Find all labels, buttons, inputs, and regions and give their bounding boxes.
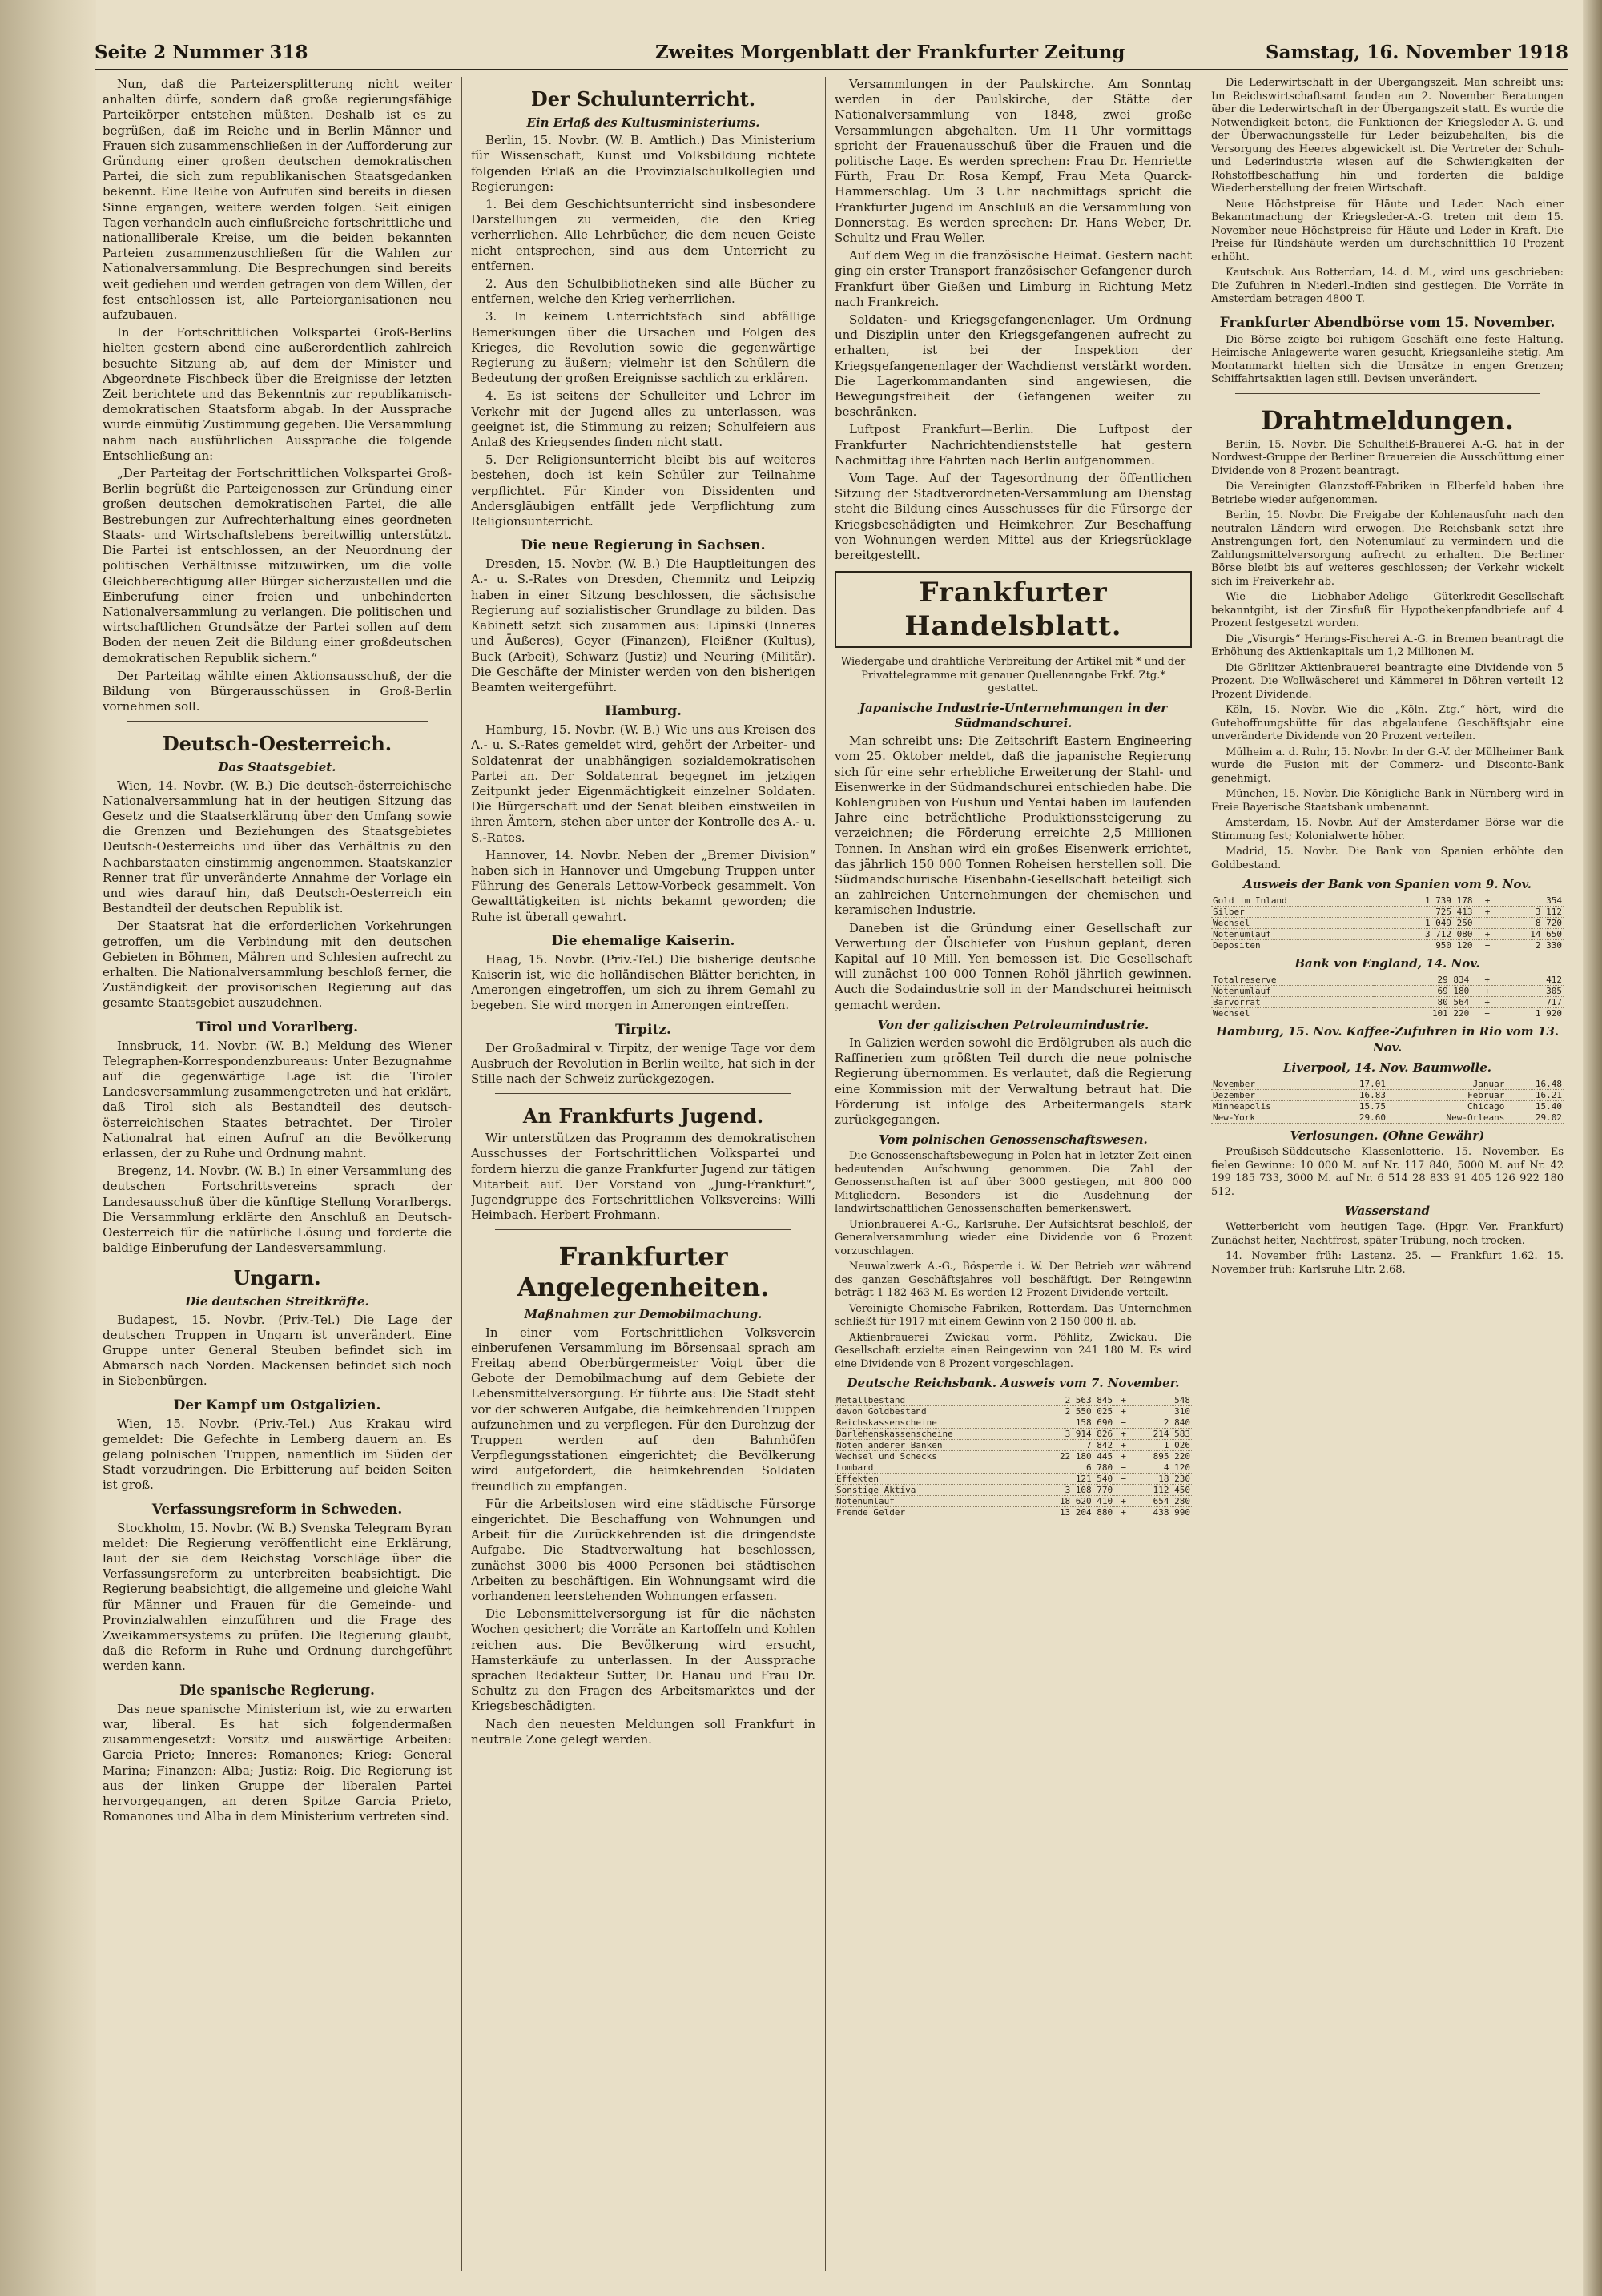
article-paragraph: Hannover, 14. Novbr. Neben der „Bremer Division“ haben sich in Hannover und Umgebung Truppen unter Führung des Generals Lettow-Vorbeck gesammelt. Von Gewalttätigkeiten ist nichts bekannt geworden; die Ruhe ist überall gewahrt. [471,847,815,924]
table-cell: Noten anderer Banken [835,1439,1025,1450]
article-paragraph: Luftpost Frankfurt—Berlin. Die Luftpost der Frankfurter Nachrichtendienststelle hat gestern Nachmittag ihre Fahrten nach Berlin aufgenommen. [835,422,1192,468]
table-cell: + [1475,929,1492,940]
table-cell: 305 [1491,986,1564,997]
table-row [1211,940,1564,951]
article-paragraph: Soldaten- und Kriegsgefangenenlager. Um Ordnung und Disziplin unter den Kriegsgefangenen aufrecht zu erhalten, ist bei der Inspektion der Kriegsgefangenenlager der Wachdienst verstärkt worden. Die Lagerkommandanten sind angewiesen, die Bewegungsfreiheit der Gefangenen weiter zu beschränken. [835,312,1192,420]
article-paragraph: Berlin, 15. Novbr. (W. B. Amtlich.) Das Ministerium für Wissenschaft, Kunst und Volksbildung richtete folgenden Erlaß an die Provinzialschulkollegien und Regierungen: [471,133,815,194]
table-cell: Chicago [1387,1101,1506,1112]
table-cell: + [1475,907,1492,918]
table-cell: 354 [1491,895,1564,907]
table-cell: 3 112 [1491,907,1564,918]
article-paragraph: Preußisch-Süddeutsche Klassenlotterie. 15. November. Es fielen Gewinne: 10 000 M. auf Nr. 117 840, 5000 M. auf Nr. 42 199 185 733, 3000 M. auf Nr. 6 514 28 833 91 405 126 922 180 512. [1211,1146,1564,1198]
table-row [1211,986,1564,997]
article-paragraph: In Galizien werden sowohl die Erdölgruben als auch die Raffinerien zum größten Teil durch die neue polnische Regierung übernommen. Es verlautet, daß die Regierung eine Kommission mit der Verwaltung betraut hat. Die Förderung ist infolge des Arbeitermangels stark zurückgegangen. [835,1035,1192,1128]
col1-tirol [103,1039,452,1257]
table-cell: − [1475,918,1492,929]
table-cell: Silber [1211,907,1370,918]
table-cell: 121 540 [1025,1473,1115,1484]
table-row [835,1484,1192,1495]
table-cell: Effekten [835,1473,1025,1484]
table-cell: New-York [1211,1112,1330,1124]
table-cell: 1 920 [1491,1008,1564,1019]
table-row [835,1495,1192,1506]
article-paragraph: In der Fortschrittlichen Volkspartei Groß-Berlins hielten gestern abend eine außerordentlich zahlreich besuchte Sitzung ab, auf dem der Minister und Abgeordnete Fischbeck über die Ereignisse der letzten Zeit berichtete und das Bekenntnis zur republikanisch-demokratischen Staatsform abgab. In der Aussprache wurde einmütig Zustimmung gegeben. Die Versammlung nahm nach ausführlichen Aussprache die folgende Entschließung an: [103,325,452,463]
table-row [1211,895,1564,907]
article-paragraph: Köln, 15. Novbr. Wie die „Köln. Ztg.“ hört, wird die Gutehoffnungshütte für das abgelaufene Geschäftsjahr eine unveränderte Dividende von 20 Prozent verteilen. [1211,704,1564,742]
subheading-demobilmachung: Maßnahmen zur Demobilmachung. [524,1307,763,1322]
table-cell: Gold im Inland [1211,895,1370,907]
table-cell: + [1114,1506,1128,1518]
article-paragraph: Aktienbrauerei Zwickau vorm. Pöhlitz, Zwickau. Die Gesellschaft erzielte einen Reingewinn von 241 180 M. Es wird eine Dividende von 8 Prozent vorgeschlagen. [835,1331,1192,1370]
table-row [835,1439,1192,1450]
table-cell: 1 026 [1128,1439,1192,1450]
article-paragraph: Hamburg, 15. Novbr. (W. B.) Wie uns aus Kreisen des A.- u. S.-Rates gemeldet wird, gehört der Arbeiter- und Soldatenrat der unabhängigen sozialdemokratischen Partei an. Der Soldatenrat begegnet im jetzigen Zeitpunkt jeder Eigenmächtigkeit einzelner Soldaten. Die Bürgerschaft und der Senat bleiben einstweilen in ihren Ämtern, stehen aber unter der Kontrolle des A.- u. S.-Rates. [471,722,815,845]
table-cell: 310 [1128,1405,1192,1417]
table-cell: + [1114,1428,1128,1439]
heading-jugend: An Frankfurts Jugend. [522,1104,764,1128]
table-cell: − [1114,1484,1128,1495]
table-cell: 15.40 [1506,1101,1564,1112]
table-cell: − [1114,1417,1128,1428]
table-cell: 654 280 [1128,1495,1192,1506]
article-paragraph: Nun, daß die Parteizersplitterung nicht weiter anhalten dürfe, sondern daß große regierungsfähige Parteikörper entstehen müßten. Deshalb ist es zu begrüßen, daß im Reiche und in Berlin Männer und Frauen sich zusammenschließen in der Aufforderung zur Gründung einer großen deutschen demokratischen Partei, die sich zum republikanischen Staatsgedanken bekennt. Eine Reihe von Aufrufen sind bereits in diesen Sinne ergangen, weitere werden folgen. Seit einigen Tagen verhandeln auch einflußreiche fortschrittliche und nationalliberale Kreise, um die beiden bekannten Parteien zusammenzuschließen für die Wahlen zur Nationalversammlung. Die Besprechungen sind bereits weit gediehen und werden getragen von dem Willen, der fest entschlossen ist, alle Parteiorganisationen neu aufzubauen. [103,77,452,323]
bank-england-table [1211,975,1564,1019]
article-paragraph: Wien, 15. Novbr. (Priv.-Tel.) Aus Krakau wird gemeldet: Die Gefechte in Lemberg dauern an. Es gelang polnischen Truppen, namentlich im Süden der Stadt vorzudringen. Die Erbitterung auf beiden Seiten ist groß. [103,1416,452,1493]
table-cell: davon Goldbestand [835,1405,1025,1417]
heading-hamburg: Hamburg. [604,703,682,720]
subheading-streitkraefte: Die deutschen Streitkräfte. [185,1294,369,1309]
article-paragraph: 1. Bei dem Geschichtsunterricht sind insbesondere Darstellungen zu vermeiden, die den Krieg verherrlichen. Alle Lehrbücher, die dem neuen Geiste nicht entsprechen, sind aus dem Unterricht zu entfernen. [471,197,815,273]
table-cell: New-Orleans [1387,1112,1506,1124]
table-cell: + [1114,1405,1128,1417]
table-cell: 717 [1491,997,1564,1008]
table-cell: 2 330 [1491,940,1564,951]
article-paragraph: Der Großadmiral v. Tirpitz, der wenige Tage vor dem Ausbruch der Revolution in Berlin weilte, hat sich in der Stille nach der Schweiz zurückgezogen. [471,1040,815,1086]
heading-liverpool: Liverpool, 14. Nov. Baumwolle. [1283,1060,1491,1075]
article-paragraph: Wie die Liebhaber-Adelige Güterkredit-Gesellschaft bekanntgibt, ist der Zinsfuß für Hypothekenpfandbriefe auf 4 Prozent festgesetzt worden. [1211,591,1564,629]
table-cell: 112 450 [1128,1484,1192,1495]
page-edge [1583,0,1602,2296]
table-cell: 2 550 025 [1025,1405,1115,1417]
article-paragraph: 5. Der Religionsunterricht bleibt bis auf weiteres bestehen, doch ist kein Schüler zur Teilnahme verpflichtet. Für Kinder von Dissidenten und Andersgläubigen entfällt jede Verpflichtung zum Religionsunterricht. [471,452,815,529]
heading-kaiserin: Die ehemalige Kaiserin. [551,932,735,949]
col4-lottery [1211,1146,1564,1199]
col2-youth [471,1131,815,1223]
table-cell: Minneapolis [1211,1101,1330,1112]
heading-verlosungen: Verlosungen. (Ohne Gewähr) [1290,1128,1485,1144]
table-cell: 17.01 [1330,1079,1387,1090]
subheading-staatsgebiet: Das Staatsgebiet. [218,760,336,775]
article-paragraph: Daneben ist die Gründung einer Gesellschaft zur Verwertung der Ölschiefer von Fushun geplant, deren Kapital auf 10 Mill. Yen bemessen ist. Die Gesellschaft will zunächst 100 000 Tonnen Rohöl jährlich gewinnen. Auch die Sodaindustrie soll in der Mandschurei heimisch gemacht werden. [835,920,1192,1012]
article-paragraph: Die Genossenschaftsbewegung in Polen hat in letzter Zeit einen bedeutenden Aufschwung genommen. Die Zahl der Genossenschaften ist auf über 3000 gestiegen, mit 800 000 Mitgliedern. Besonders ist die Ausdehnung der landwirtschaftlichen Genossenschaften bemerkenswert. [835,1150,1192,1216]
heading-schweden: Verfassungsreform in Schweden. [151,1501,403,1518]
article-paragraph: Unionbrauerei A.-G., Karlsruhe. Der Aufsichtsrat beschloß, der Generalversammlung wieder eine Dividende von 6 Prozent vorzuschlagen. [835,1218,1192,1257]
table-cell: 16.48 [1506,1079,1564,1090]
masthead [95,42,1568,70]
table-row [835,1428,1192,1439]
table-cell: November [1211,1079,1330,1090]
table-cell: Totalreserve [1211,975,1373,986]
table-cell: Sonstige Aktiva [835,1484,1025,1495]
issue-date: Samstag, 16. November 1918 [1266,42,1568,63]
table-cell: − [1475,940,1492,951]
article-paragraph: Für die Arbeitslosen wird eine städtische Fürsorge eingerichtet. Die Beschaffung von Wohnungen und Arbeit für die Zurückkehrenden ist die dringendste Aufgabe. Die Stadtverwaltung hat beschlossen, zunächst 3000 bis 4000 Personen bei städtischen Arbeiten zu beschäftigen. Ein Wohnungsamt wird die vorhandenen leerstehenden Wohnungen erfassen. [471,1496,815,1604]
table-cell: 3 914 826 [1025,1428,1115,1439]
table-cell: Wechsel und Schecks [835,1450,1025,1462]
col2-saxony [471,557,815,695]
article-paragraph: Innsbruck, 14. Novbr. (W. B.) Meldung des Wiener Telegraphen-Korrespondenzbureaus: Unter Bezugnahme auf die gegenwärtige Lage ist die Tiroler Landesversammlung zusammengetreten und hat erklärt, daß Tirol sich als Bestandteil des deutsch-österreichischen Staates betrachtet. Der Tiroler Nationalrat hat einen Aufruf an die Bevölkerung erlassen, der zu Ruhe und Ordnung mahnt. [103,1038,452,1160]
table-cell: 69 180 [1373,986,1471,997]
article-paragraph: 4. Es ist seitens der Schulleiter und Lehrer im Verkehr mit der Jugend alles zu unterlassen, was geeignet ist, die Stimmung zu reizen; Schulfeiern aus Anlaß des Kriegsendes finden nicht statt. [471,388,815,450]
column-rule [461,77,462,2271]
article-paragraph: Versammlungen in der Paulskirche. Am Sonntag werden in der Paulskirche, der Stätte der Nationalversammlung von 1848, zwei große Versammlungen abgehalten. Um 11 Uhr vormittags spricht der Frauenausschuß über die Frauen und die politische Lage. Es werden sprechen: Frau Dr. Henriette Fürth, Frau Dr. Rosa Kempf, Frau Meta Quarck-Hammerschlag. Um 3 Uhr nachmittags spricht die Frankfurter Jugend im Anschluß an die Versammlung von Donnerstag. Es werden sprechen: Dr. Hans Weber, Dr. Schultz und Frau Weller. [835,77,1192,246]
article-paragraph: Die Görlitzer Aktienbrauerei beantragte eine Dividende von 5 Prozent. Die Wollwäscherei und Kämmerei in Döhren verteilt 12 Prozent Dividende. [1211,661,1564,701]
table-cell: Depositen [1211,940,1370,951]
column-3 [835,77,1192,2279]
table-cell: Dezember [1211,1090,1330,1101]
article-paragraph: Neuwalzwerk A.-G., Bösperde i. W. Der Betrieb war während des ganzen Geschäftsjahres voll beschäftigt. Der Reingewinn beträgt 1 182 463 M. Es werden 12 Prozent Dividende verteilt. [835,1261,1192,1300]
subheading-erlass: Ein Erlaß des Kultusministeriums. [526,115,760,130]
article-paragraph: Nach den neuesten Meldungen soll Frankfurt in neutrale Zone gelegt werden. [471,1716,815,1747]
table-row [1211,918,1564,929]
column-4 [1211,77,1564,2279]
table-cell: Wechsel [1211,1008,1373,1019]
table-cell: + [1114,1495,1128,1506]
table-cell: + [1471,975,1491,986]
heading-ostgalizien: Der Kampf um Ostgalizien. [173,1397,381,1413]
col2-tirpitz [471,1041,815,1088]
table-cell: Lombard [835,1462,1025,1473]
col1-intro [103,77,452,714]
heading-ungarn: Ungarn. [233,1266,321,1290]
table-cell: 22 180 445 [1025,1450,1115,1462]
table-cell: 8 720 [1491,918,1564,929]
table-cell: 18 230 [1128,1473,1192,1484]
article-paragraph: Die Börse zeigte bei ruhigem Geschäft eine feste Haltung. Heimische Anlagewerte waren gesucht, Kriegsanleihe stetig. Am Montanmarkt hielten sich die Umsätze in engen Grenzen; Schiffahrtsaktien lagen still. Devisen unverändert. [1211,333,1564,385]
heading-bank-spanien: Ausweis der Bank von Spanien vom 9. Nov. [1243,877,1532,891]
newspaper-title: Zweites Morgenblatt der Frankfurter Zeitung [655,42,1125,63]
table-cell: 6 780 [1025,1462,1115,1473]
table-cell: 29 834 [1373,975,1471,986]
article-paragraph: Wien, 14. Novbr. (W. B.) Die deutsch-österreichische Nationalversammlung hat in der heutigen Sitzung das Gesetz und die Staatserklärung über den Umfang sowie die Grenzen und Beziehungen des Staatsgebietes Deutsch-Oesterreichs und über das Verhältnis zu den Nachbarstaaten einstimmig angenommen. Staatskanzler Renner trat für unveränderte Annahme der Vorlage ein und wies darauf hin, daß Deutsch-Oesterreich ein Bestandteil der deutschen Republik ist. [103,778,452,916]
table-cell: 4 120 [1128,1462,1192,1473]
col1-spain [103,1702,452,1825]
article-paragraph: Madrid, 15. Novbr. Die Bank von Spanien erhöhte den Goldbestand. [1211,846,1564,871]
article-paragraph: Vereinigte Chemische Fabriken, Rotterdam. Das Unternehmen schließt für 1917 mit einem Gewinn von 2 150 000 fl. ab. [835,1302,1192,1329]
table-cell: 16.83 [1330,1090,1387,1101]
handelsblatt-notice: Wiedergabe und drahtliche Verbreitung der Artikel mit * und der Privattelegramme mit genauer Quellenangabe Frkf. Ztg.* gestattet. [840,656,1186,695]
col3-petrol [835,1035,1192,1128]
table-cell: 1 739 178 [1370,895,1474,907]
article-paragraph: „Der Parteitag der Fortschrittlichen Volkspartei Groß-Berlin begrüßt die Parteigenossen zur Gründung einer großen deutschen demokratischen Partei, die alle Bestrebungen zur Aufrechterhaltung eines geordneten Staats- und Wirtschaftslebens bereitwillig unterstützt. Die Partei ist entschlossen, an der Neuordnung der politischen Verhältnisse mitzuwirken, um die volle Gleichberechtigung aller Bürger sicherzustellen und die Einberufung einer freien und unbehinderten Nationalversammlung zu verlangen. Die politischen und wirtschaftlichen Grundsätze der Partei sollen auf dem Boden der neuen Zeit die Bildung einer großdeutschen demokratischen Republik sichern.“ [103,466,452,665]
table-cell: 80 564 [1373,997,1471,1008]
table-row [1211,1090,1564,1101]
table-cell: Barvorrat [1211,997,1373,1008]
table-cell: 29.60 [1330,1112,1387,1124]
reichsbank-table [835,1395,1192,1518]
table-cell: 16.21 [1506,1090,1564,1101]
table-row [1211,1112,1564,1124]
col2-emperor [471,952,815,1014]
col1-hungary [103,1313,452,1389]
table-row [1211,907,1564,918]
table-cell: Fremde Gelder [835,1506,1025,1518]
table-cell: Notenumlauf [835,1495,1025,1506]
col1-austria [103,778,452,1011]
col4-wire [1211,439,1564,873]
article-paragraph: Dresden, 15. Novbr. (W. B.) Die Hauptleitungen des A.- u. S.-Rates von Dresden, Chemnitz und Leipzig haben in einer Sitzung beschlossen, die sächsische Regierung auf sozialistischer Grundlage zu bilden. Das Kabinett setzt sich zusammen aus: Lipinski (Inneres und Äußeres), Geyer (Finanzen), Fleißner (Kultus), Buck (Arbeit), Schwarz (Justiz) und Neuring (Militär). Die Geschäfte der Minister werden von den bisherigen Beamten weitergeführt. [471,557,815,694]
table-cell: + [1114,1395,1128,1406]
heading-genossenschaft: Vom polnischen Genossenschaftswesen. [879,1132,1148,1148]
col2-affairs [471,1325,815,1747]
table-cell: 895 220 [1128,1450,1192,1462]
table-row [1211,997,1564,1008]
table-row [835,1473,1192,1484]
table-row [1211,1008,1564,1019]
col1-galicia [103,1417,452,1494]
table-cell: Metallbestand [835,1395,1025,1406]
heading-tirol: Tirol und Vorarlberg. [195,1019,359,1035]
table-cell: 548 [1128,1395,1192,1406]
table-cell: 158 690 [1025,1417,1115,1428]
table-cell: 29.02 [1506,1112,1564,1124]
article-paragraph: 3. In keinem Unterrichtsfach sind abfällige Bemerkungen über die Ursachen und Folgen des Krieges, die Revolution sowie die gegenwärtige Regierung zu äußern; vielmehr ist den Schülern die Bedeutung der großen Ereignisse sachlich zu erklären. [471,309,815,386]
heading-wasserstand: Wasserstand [1344,1204,1431,1219]
article-paragraph: Haag, 15. Novbr. (Priv.-Tel.) Die bisherige deutsche Kaiserin ist, wie die holländischen Blätter berichten, in Amerongen eingetroffen, um sich zu ihrem Gemahl zu begeben. Sie wird morgen in Amerongen eintreffen. [471,951,815,1013]
table-cell: 18 620 410 [1025,1495,1115,1506]
table-cell: 15.75 [1330,1101,1387,1112]
article-paragraph: Bregenz, 14. Novbr. (W. B.) In einer Versammlung des deutschen Fortschrittsvereins sprach der Landesausschuß über die künftige Stellung Vorarlbergs. Die Versammlung erklärte den Anschluß an Deutsch-Oesterreich für die natürliche Lösung und forderte die baldige Einberufung der Landesversammlung. [103,1164,452,1256]
article-paragraph: Der Parteitag wählte einen Aktionsausschuß, der die Bildung von Bürgerausschüssen in Groß-Berlin vornehmen soll. [103,668,452,714]
table-row [835,1450,1192,1462]
heading-deutsch-oesterreich: Deutsch-Oesterreich. [162,732,392,756]
table-cell: Februar [1387,1090,1506,1101]
column-rule [825,77,826,2271]
article-paragraph: Man schreibt uns: Die Zeitschrift Eastern Engineering vom 25. Oktober meldet, daß die japanische Regierung sich für eine sehr erhebliche Erweiterung der Stahl- und Eisenwerke in der Südmandschurei entschieden habe. Die Kohlengruben von Fushun und Yentai haben im laufenden Jahre eine beträchtliche Produktionssteigerung zu verzeichnen; die Förderung erreichte 2,5 Millionen Tonnen. In Anshan wird ein großes Eisenwerk errichtet, das jährlich 150 000 Tonnen Roheisen herstellen soll. Die Südmandschurische Eisenbahn-Gesellschaft beteiligt sich an zahlreichen Unternehmungen der chemischen und keramischen Industrie. [835,734,1192,918]
article-paragraph: Die Vereinigten Glanzstoff-Fabriken in Elberfeld haben ihre Betriebe wieder aufgenommen. [1211,481,1564,506]
heading-abendboerse: Frankfurter Abendbörse vom 15. November. [1219,314,1556,331]
article-paragraph: 2. Aus den Schulbibliotheken sind alle Bücher zu entfernen, welche den Krieg verherrlichen. [471,276,815,307]
table-cell: − [1114,1462,1128,1473]
article-paragraph: Kautschuk. Aus Rotterdam, 14. d. M., wird uns geschrieben: Die Zufuhren in Niederl.-Indien sind gestiegen. Die Vorräte in Amsterdam betragen 4800 T. [1211,267,1564,305]
article-paragraph: Berlin, 15. Novbr. Die Schultheiß-Brauerei A.-G. hat in der Nordwest-Gruppe der Berliner Brauereien die Ausschüttung einer Dividende von 8 Prozent beantragt. [1211,438,1564,477]
article-paragraph: Das neue spanische Ministerium ist, wie zu erwarten war, liberal. Es hat sich folgendermaßen zusammengesetzt: Vorsitz und auswärtige Arbeiten: Garcia Prieto; Inneres: Romanones; Krieg: General Marina; Finanzen: Alba; Justiz: Roig. Die Regierung ist aus der linken Gruppe der liberalen Partei hervorgegangen, an deren Spitze Garcia Prieto, Romanones und Alba in dem Ministerium vertreten sind. [103,1701,452,1824]
table-cell: 950 120 [1370,940,1474,951]
table-row [1211,929,1564,940]
article-paragraph: München, 15. Novbr. Die Königliche Bank in Nürnberg wird in Freie Bayerische Staatsbank umbenannt. [1211,788,1564,814]
article-paragraph: In einer vom Fortschrittlichen Volksverein einberufenen Versammlung im Börsensaal sprach am Freitag abend Oberbürgermeister Voigt über die Gebote der Demobilmachung auf dem Gebiete der Lebensmittelversorgung. Er führte aus: Die Stadt steht vor der schweren Aufgabe, die heimkehrenden Truppen aufzunehmen und zu verpflegen. Für den Durchzug der Truppen werden auf den Bahnhöfen Verpflegungsstationen eingerichtet; die Bevölkerung wird aufgefordert, die heimkehrenden Soldaten freundlich zu empfangen. [471,1325,815,1494]
table-cell: 1 049 250 [1370,918,1474,929]
table-cell: + [1471,986,1491,997]
heading-sachsen: Die neue Regierung in Sachsen. [521,537,766,554]
table-cell: 14 650 [1491,929,1564,940]
table-cell: − [1114,1473,1128,1484]
heading-bank-england: Bank von England, 14. Nov. [1294,956,1480,971]
table-cell: + [1471,997,1491,1008]
article-paragraph: Der Staatsrat hat die erforderlichen Vorkehrungen getroffen, um die Verbindung mit den deutschen Gebieten in Böhmen, Mähren und Schlesien aufrecht zu erhalten. Die Nationalversammlung beschloß ferner, die Zuständigkeit der provisorischen Regierung auf das gesamte Staatsgebiet auszudehnen. [103,919,452,1011]
table-cell: + [1114,1439,1128,1450]
heading-kaffee: Hamburg, 15. Nov. Kaffee-Zufuhren in Rio vom 13. Nov. [1216,1024,1559,1055]
article-paragraph: Budapest, 15. Novbr. (Priv.-Tel.) Die Lage der deutschen Truppen in Ungarn ist unverändert. Eine Gruppe unter General Steuben befindet sich im Abmarsch nach Norden. Mackensen befindet sich noch in Siebenbürgen. [103,1312,452,1389]
table-cell: + [1475,895,1492,907]
article-paragraph: Mülheim a. d. Ruhr, 15. Novbr. In der G.-V. der Mülheimer Bank wurde die Fusion mit der Commerz- und Disconto-Bank genehmigt. [1211,746,1564,785]
col4-evening [1211,334,1564,387]
heading-frankfurter-angelegenheiten: Frankfurter Angelegenheiten. [517,1241,770,1303]
article-paragraph: Wir unterstützen das Programm des demokratischen Ausschusses der Fortschrittlichen Volkspartei und fordern hierzu die ganze Frankfurter Jugend zur tätigen Mitarbeit auf. Der Vorstand von „Jung-Frankfurt“, Jugendgruppe des Fortschrittlichen Volksvereins: Willi Heimbach. Herbert Frohmann. [471,1131,815,1223]
table-row [835,1462,1192,1473]
table-row [835,1405,1192,1417]
article-paragraph: 14. November früh: Lastenz. 25. — Frankfurt 1.62. 15. November früh: Karlsruhe Lltr. 2.68. [1211,1250,1564,1276]
heading-drahtmeldungen: Drahtmeldungen. [1261,404,1514,436]
article-paragraph: Die Lederwirtschaft in der Übergangszeit. Man schreibt uns: Im Reichswirtschaftsamt fanden am 2. November Beratungen über die Lederwirtschaft in der Übergangszeit statt. Es wurde die Notwendigkeit betont, die Funktionen der Kriegsleder-A.-G. und der Überwachungsstelle für Leder beizubehalten, bis die Versorgung des Heeres abgewickelt ist. Die Vertreter der Schuh- und Lederindustrie wiesen auf die Schwierigkeiten der Rohstoffbeschaffung hin und forderten die baldige Wiederherstellung der freien Wirtschaft. [1211,77,1564,195]
table-cell: Wechsel [1211,918,1370,929]
table-row [1211,975,1564,986]
heading-schulunterricht: Der Schulunterricht. [530,87,756,111]
table-cell: 725 413 [1370,907,1474,918]
article-paragraph: Vom Tage. Auf der Tagesordnung der öffentlichen Sitzung der Stadtverordneten-Versammlung am Dienstag steht die Bildung eines Ausschusses für die Fürsorge der Kriegsbeschädigten und Heimkehrer. Zur Beschaffung von Wohnungen werden Mittel aus der Kriegsrücklage bereitgestellt. [835,471,1192,563]
handelsblatt-banner: Frankfurter Handelsblatt. [835,571,1192,648]
article-paragraph: Die Lebensmittelversorgung ist für die nächsten Wochen gesichert; die Vorräte an Kartoffeln und Kohlen reichen aus. Die Bevölkerung wird ersucht, Hamsterkäufe zu unterlassen. In der Aussprache sprachen Redakteur Sutter, Dr. Hanau und Frau Dr. Schultz zu den Fragen des Arbeitsmarktes und der Kriegsbeschädigten. [471,1606,815,1714]
heading-spanien: Die spanische Regierung. [179,1682,375,1699]
col2-school [471,133,815,529]
col1-sweden [103,1521,452,1675]
bank-spanien-table [1211,895,1564,951]
article-paragraph: Die „Visurgis“ Herings-Fischerei A.-G. in Bremen beantragt die Erhöhung des Aktienkapitals um 1,2 Millionen M. [1211,633,1564,658]
table-cell: 7 842 [1025,1439,1115,1450]
col3-intro [835,77,1192,563]
table-cell: 412 [1491,975,1564,986]
heading-tirpitz: Tirpitz. [615,1021,671,1038]
article-paragraph: Neue Höchstpreise für Häute und Leder. Nach einer Bekanntmachung der Kriegsleder-A.-G. treten mit dem 15. November neue Höchstpreise für Häute und Leder in Kraft. Die Preise für Rindshäute werden um durchschnittlich 10 Prozent erhöht. [1211,198,1564,263]
col3-notes [835,1150,1192,1371]
heading-japan: Japanische Industrie-Unternehmungen in der Südmandschurei. [859,700,1168,730]
table-row [1211,1079,1564,1090]
table-cell: 2 563 845 [1025,1395,1115,1406]
col3-japan [835,734,1192,1013]
table-row [835,1395,1192,1406]
table-cell: 101 220 [1373,1008,1471,1019]
table-cell: 3 712 080 [1370,929,1474,940]
column-1 [103,77,452,2279]
page-number: Seite 2 Nummer 318 [95,42,308,63]
table-cell: Reichskassenscheine [835,1417,1025,1428]
column-2 [471,77,815,2279]
col4-intro [1211,77,1564,307]
table-row [1211,1101,1564,1112]
article-paragraph: Auf dem Weg in die französische Heimat. Gestern nacht ging ein erster Transport französischer Gefangener durch Frankfurt über Gießen und Limburg in Richtung Metz nach Frankreich. [835,248,1192,309]
article-paragraph: Amsterdam, 15. Novbr. Auf der Amsterdamer Börse war die Stimmung fest; Kolonialwerte höher. [1211,817,1564,842]
col4-weather [1211,1221,1564,1277]
table-cell: Darlehenskassenscheine [835,1428,1025,1439]
article-paragraph: Wetterbericht vom heutigen Tage. (Hpgr. Ver. Frankfurt) Zunächst heiter, Nachtfrost, später Trübung, noch trocken. [1211,1221,1564,1247]
table-cell: Notenumlauf [1211,929,1370,940]
table-row [835,1506,1192,1518]
table-cell: Januar [1387,1079,1506,1090]
table-cell: 13 204 880 [1025,1506,1115,1518]
table-cell: − [1471,1008,1491,1019]
heading-petroleum: Von der galizischen Petroleumindustrie. [877,1017,1149,1032]
table-cell: 2 840 [1128,1417,1192,1428]
heading-reichsbank: Deutsche Reichsbank. Ausweis vom 7. November. [847,1376,1180,1391]
table-cell: + [1114,1450,1128,1462]
table-cell: 214 583 [1128,1428,1192,1439]
article-paragraph: Stockholm, 15. Novbr. (W. B.) Svenska Telegram Byran meldet: Die Regierung veröffentlicht eine Erklärung, laut der sie dem Reichstag Vorschläge über die Verfassungsreform zu unterbreiten beabsichtigt. Die Regierung beabsichtigt, die allgemeine und gleiche Wahl für Männer und Frauen für die Gemeinde- und Provinzialwahlen einzuführen und die Frage des Zweikammersystems zu prüfen. Die Regierung glaubt, daß die Reform in Ruhe und Ordnung durchgeführt werden kann. [103,1520,452,1674]
article-paragraph: Berlin, 15. Novbr. Die Freigabe der Kohlenausfuhr nach den neutralen Ländern wird erwogen. Die Reichsbank setzt ihre Anstrengungen fort, den Notenumlauf zu vermindern und die Zahlungsmittelversorgung aufrecht zu erhalten. Die Berliner Börse bleibt bis auf weiteres geschlossen; der Verkehr wickelt sich im Freiverkehr ab. [1211,509,1564,588]
table-cell: 3 108 770 [1025,1484,1115,1495]
binding-spine [0,0,96,2296]
liverpool-table [1211,1079,1564,1124]
table-row [835,1417,1192,1428]
table-cell: Notenumlauf [1211,986,1373,997]
col2-hamburg [471,722,815,925]
table-cell: 438 990 [1128,1506,1192,1518]
